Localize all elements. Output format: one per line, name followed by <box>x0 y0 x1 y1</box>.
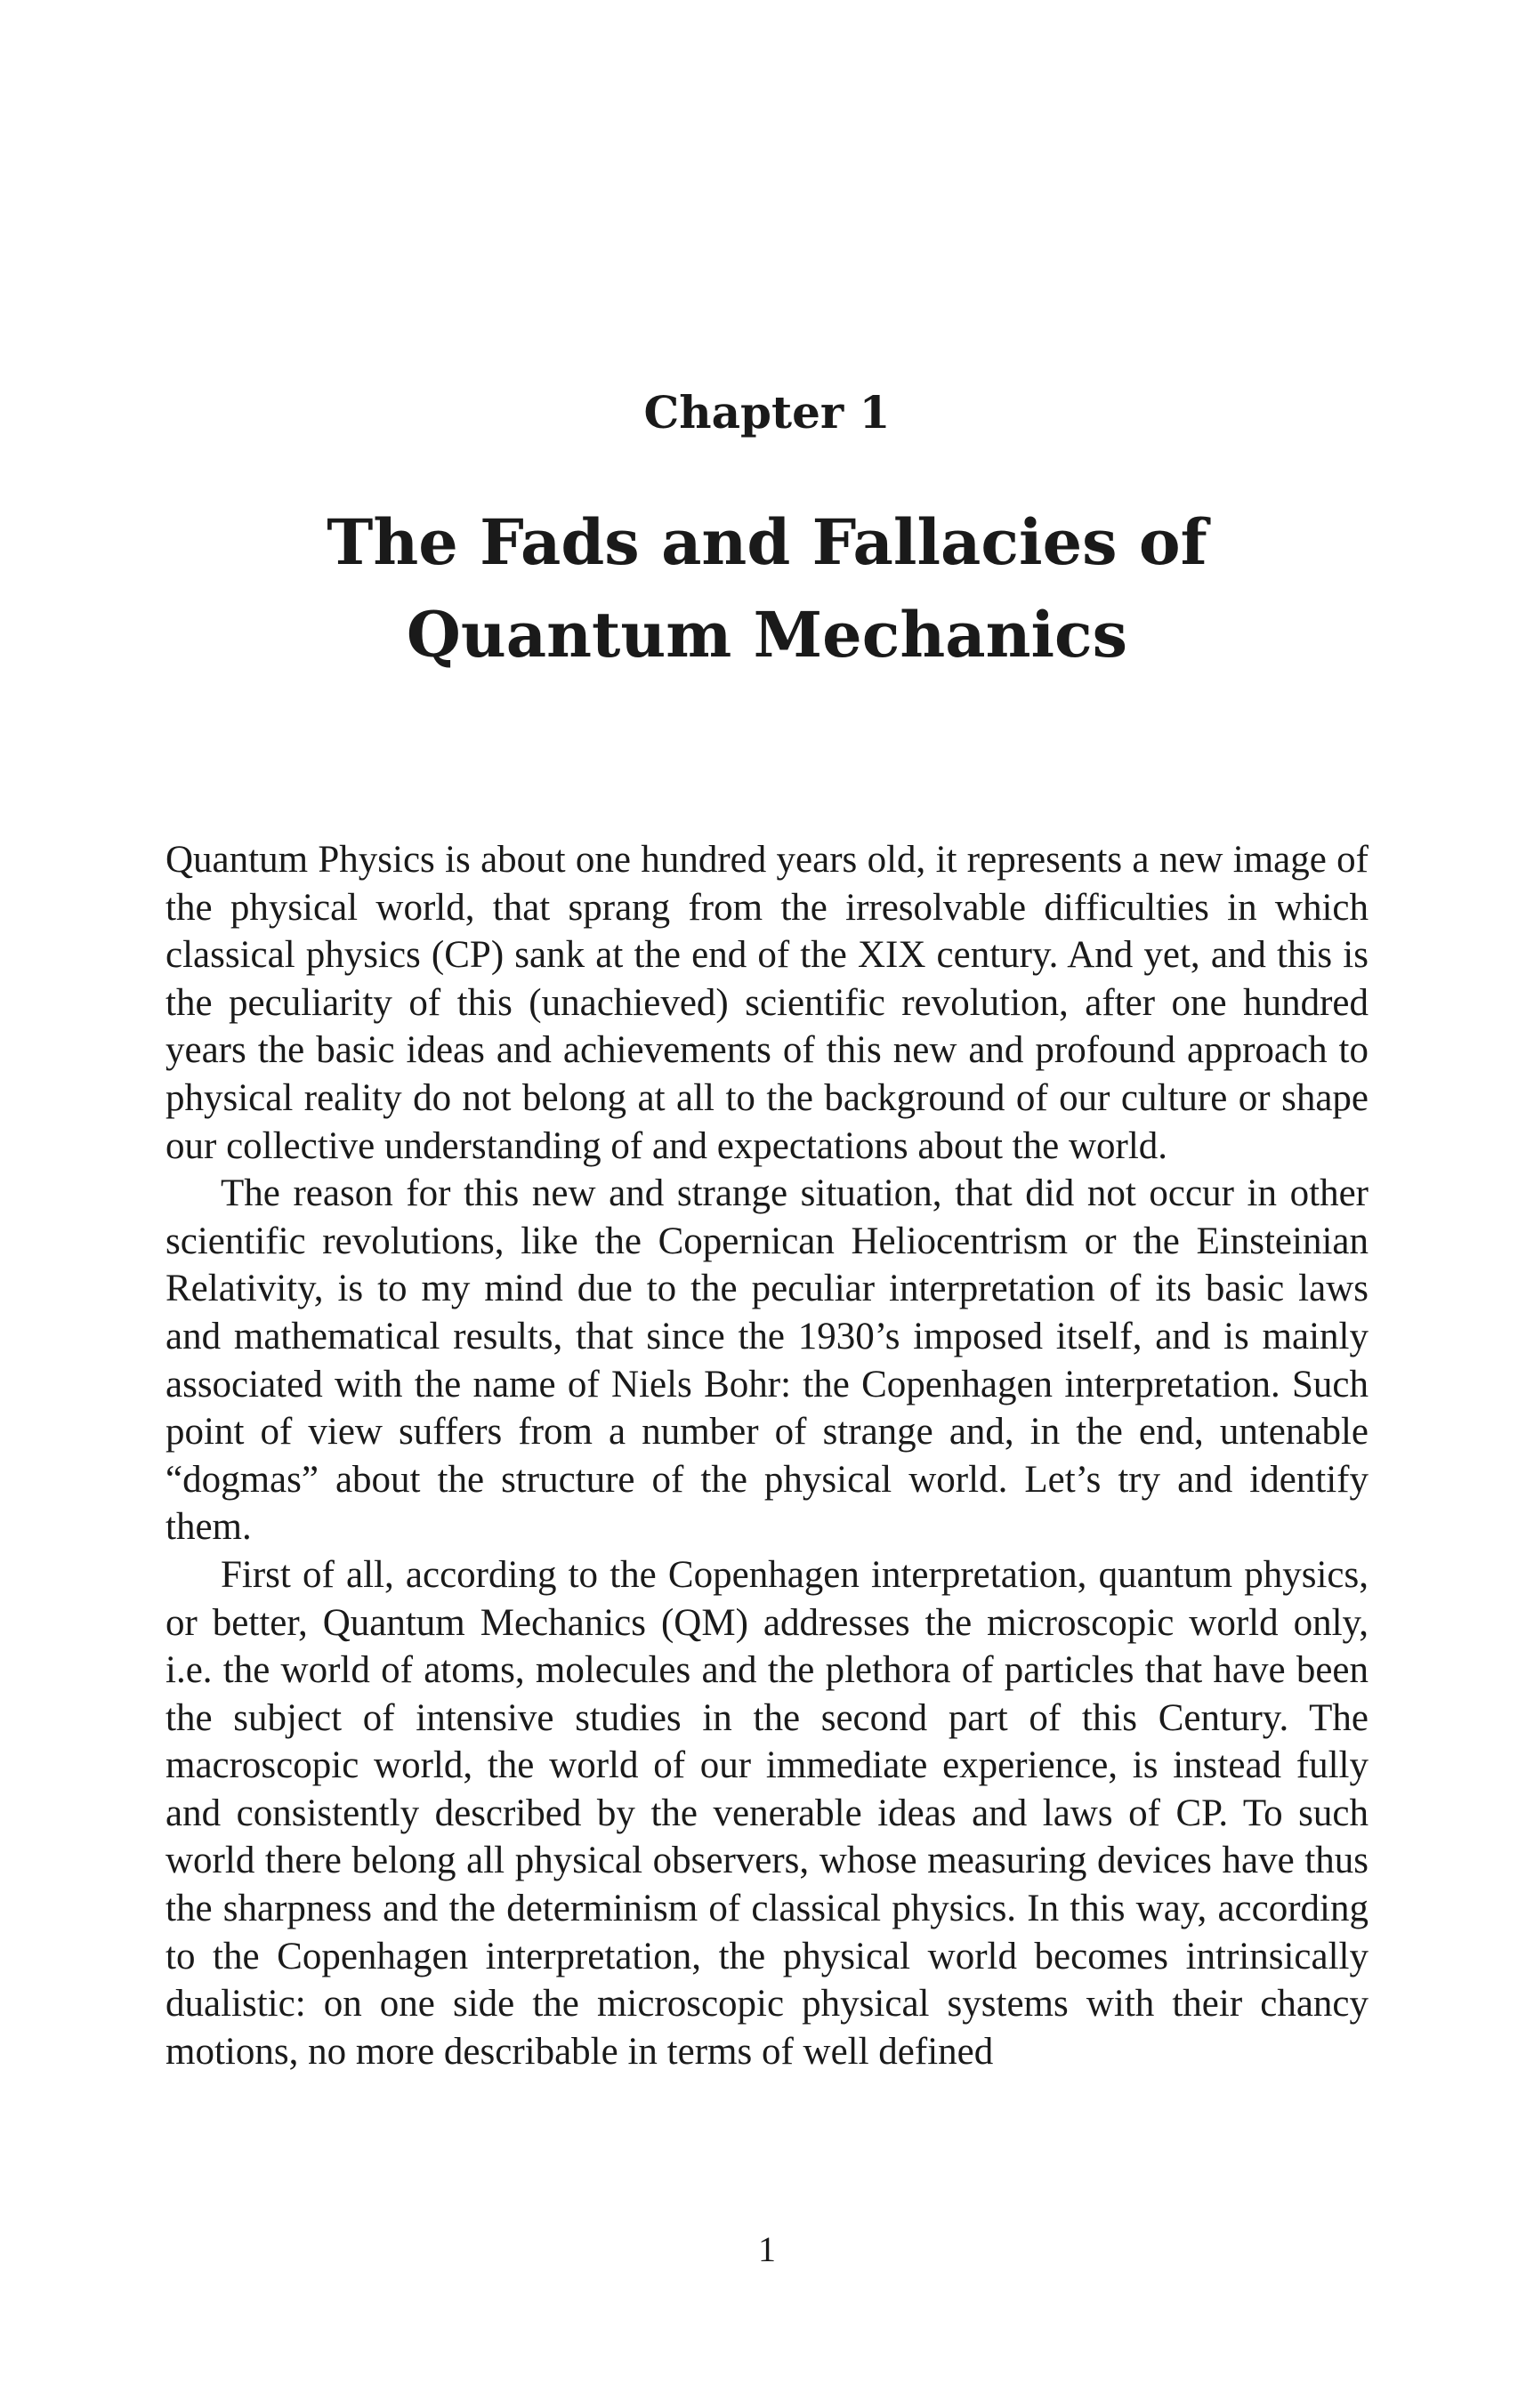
body-text <box>166 836 1368 2075</box>
paragraph: Quantum Physics is about one hundred years old, it represents a new image of the physical world, that sprang from the irresolvable difficulties in which classical physics (CP) sank at the end of the XIX century. And yet, and this is the peculiarity of this (unachieved) scientific revolution, after one hundred years the basic ideas and achievements of this new and profound approach to physical reality do not belong at all to the background of our culture or shape our collective understanding of and expectations about the world. <box>166 839 1368 1167</box>
paragraph: The reason for this new and strange situation, that did not occur in other scientific revolutions, like the Copernican Heliocentrism or the Einsteinian Relativity, is to my mind due to the peculiar interpretation of its basic laws and mathematical results, that since the 1930’s imposed itself, and is mainly associated with the name of Niels Bohr: the Copenhagen interpretation. Such point of view suffers from a number of strange and, in the end, untenable “dogmas” about the structure of the physical world. Let’s try and identify them. <box>166 1172 1368 1549</box>
paragraph: First of all, according to the Copenhagen interpretation, quantum physics, or better, Quantum Mechanics (QM) addresses the microscopic world only, i.e. the world of atoms, molecules and the plethora of particles that have been the subject of intensive studies in the second part of this Century. The macroscopic world, the world of our immediate experience, is instead fully and consistently described by the venerable ideas and laws of CP. To such world there belong all physical observers, whose measuring devices have thus the sharpness and the determinism of classical physics. In this way, according to the Copenhagen interpretation, the physical world becomes intrinsically dualistic: on one side the microscopic physical systems with their chancy motions, no more describable in terms of well defined <box>166 1553 1368 2073</box>
chapter-title: The Fads and Fallacies of Quantum Mechanics <box>327 505 1207 672</box>
page-number: 1 <box>758 2229 776 2269</box>
chapter-label: Chapter 1 <box>643 386 891 439</box>
